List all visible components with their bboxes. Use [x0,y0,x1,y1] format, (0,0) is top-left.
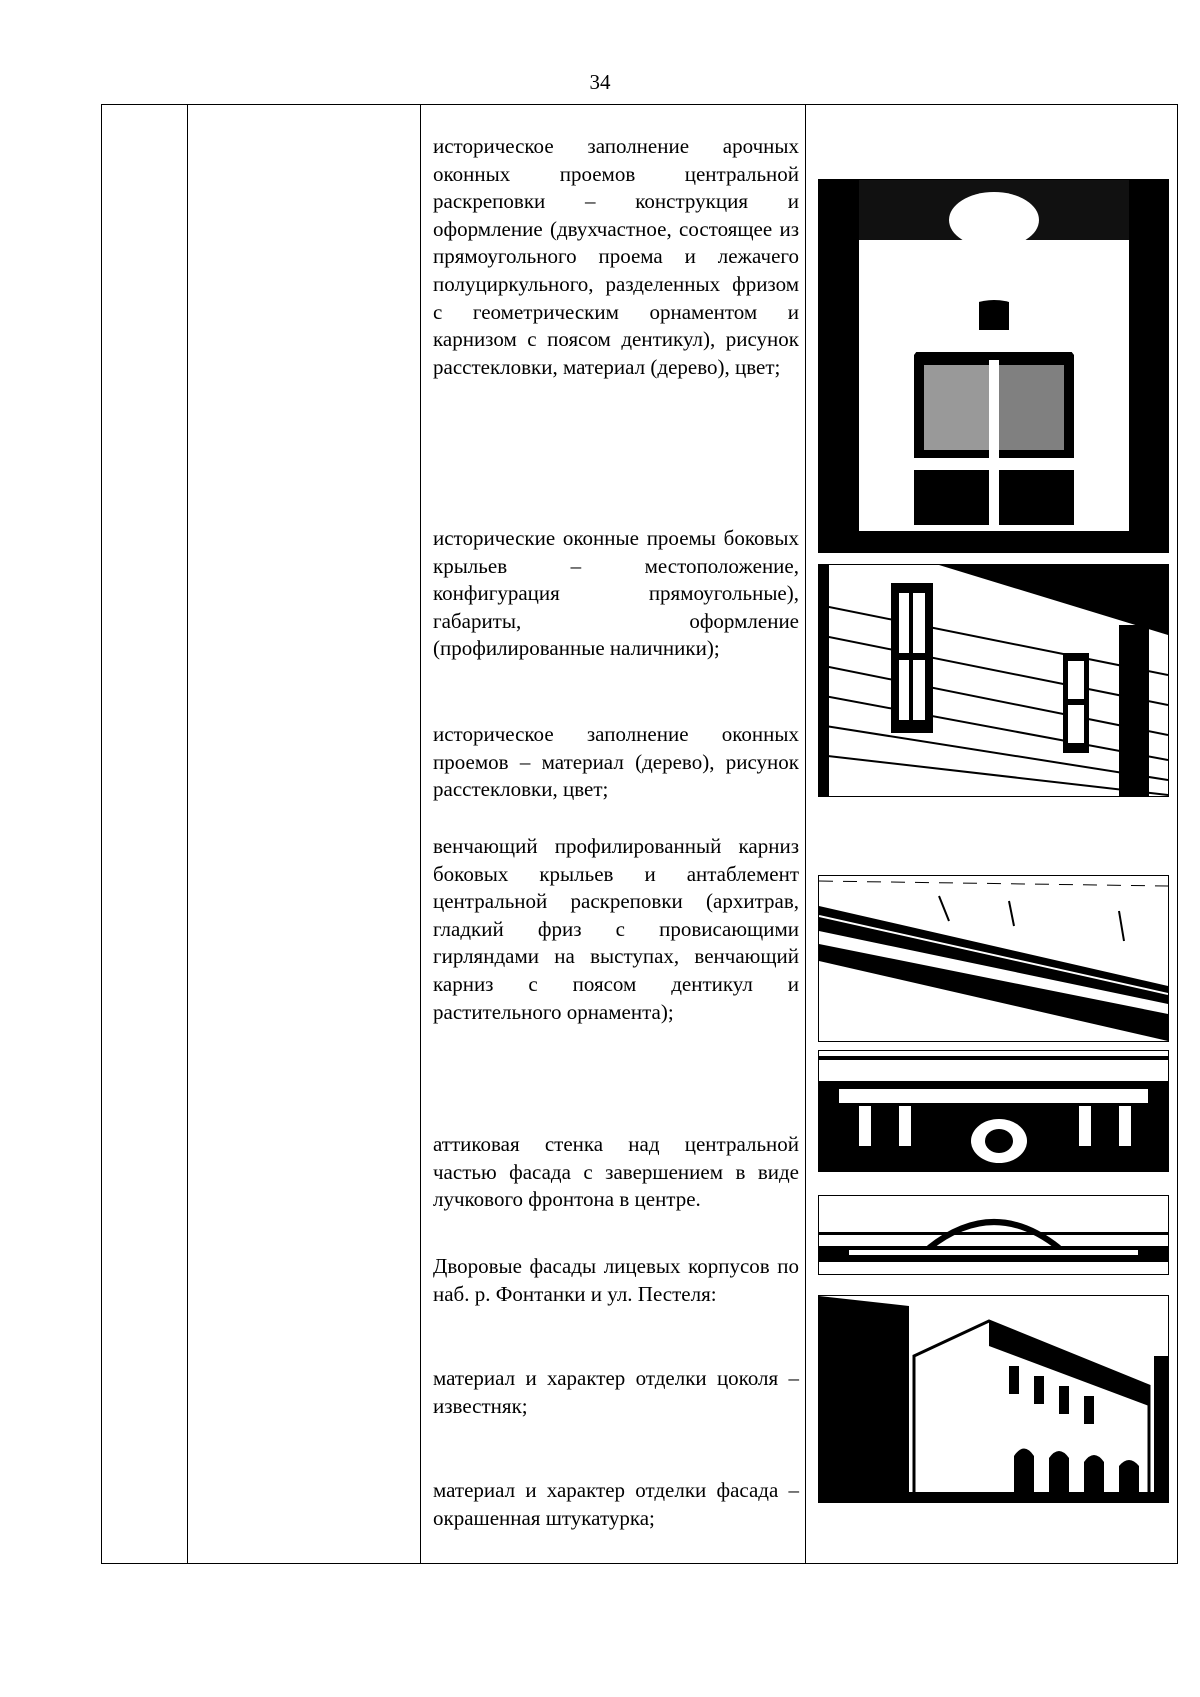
description-cell [421,105,806,1564]
pediment-photo [818,1195,1169,1275]
protected-items-table [101,104,1178,1564]
cornice-photo [818,875,1169,1042]
page-number: 34 [589,70,611,94]
photo-cell [806,105,1178,1564]
entry-window-fill: историческое заполнение оконных проемов – материал (дерево), рисунок расстекловки, цвет; [433,722,799,802]
courtyard-photo [818,1295,1169,1503]
entry-arched-windows: историческое заполнение арочных оконных проемов центральной раскреповки – конструкция и оформление (двухчастное, состоящее из прямоугольного проема и лежачего полуциркульного, разделенных фризом с геометрическим орнаментом и карнизом с поясом дентикул), рисунок расстекловки, материал (дерево), цвет; [433,134,799,379]
table-row [102,105,1178,1564]
number-cell [102,105,188,1564]
entry-facade-finish: материал и характер отделки фасада – окрашенная штукатурка; [433,1478,799,1530]
arched-window-photo [818,179,1169,553]
entry-crowning-cornice: венчающий профилированный карниз боковых крыльев и антаблемент центральной раскреповки (архитрав, гладкий фриз с провисающими гирляндами на выступах, венчающий карниз с поясом дентикул и растительного орнамента); [433,834,799,1024]
entry-courtyard-facades: Дворовые фасады лицевых корпусов по наб. р. Фонтанки и ул. Пестеля: [433,1254,799,1306]
entry-attic-wall: аттиковая стенка над центральной частью фасада с завершением в виде лучкового фронтона в центре. [433,1132,799,1212]
entry-plinth-finish: материал и характер отделки цоколя – известняк; [433,1366,799,1418]
entry-side-wing-windows: исторические оконные проемы боковых крыльев – местоположение, конфигурация прямоугольные), габариты, оформление (профилированные наличники); [433,526,799,661]
attic-photo [818,1050,1169,1172]
side-wing-photo [818,564,1169,797]
category-cell [188,105,421,1564]
